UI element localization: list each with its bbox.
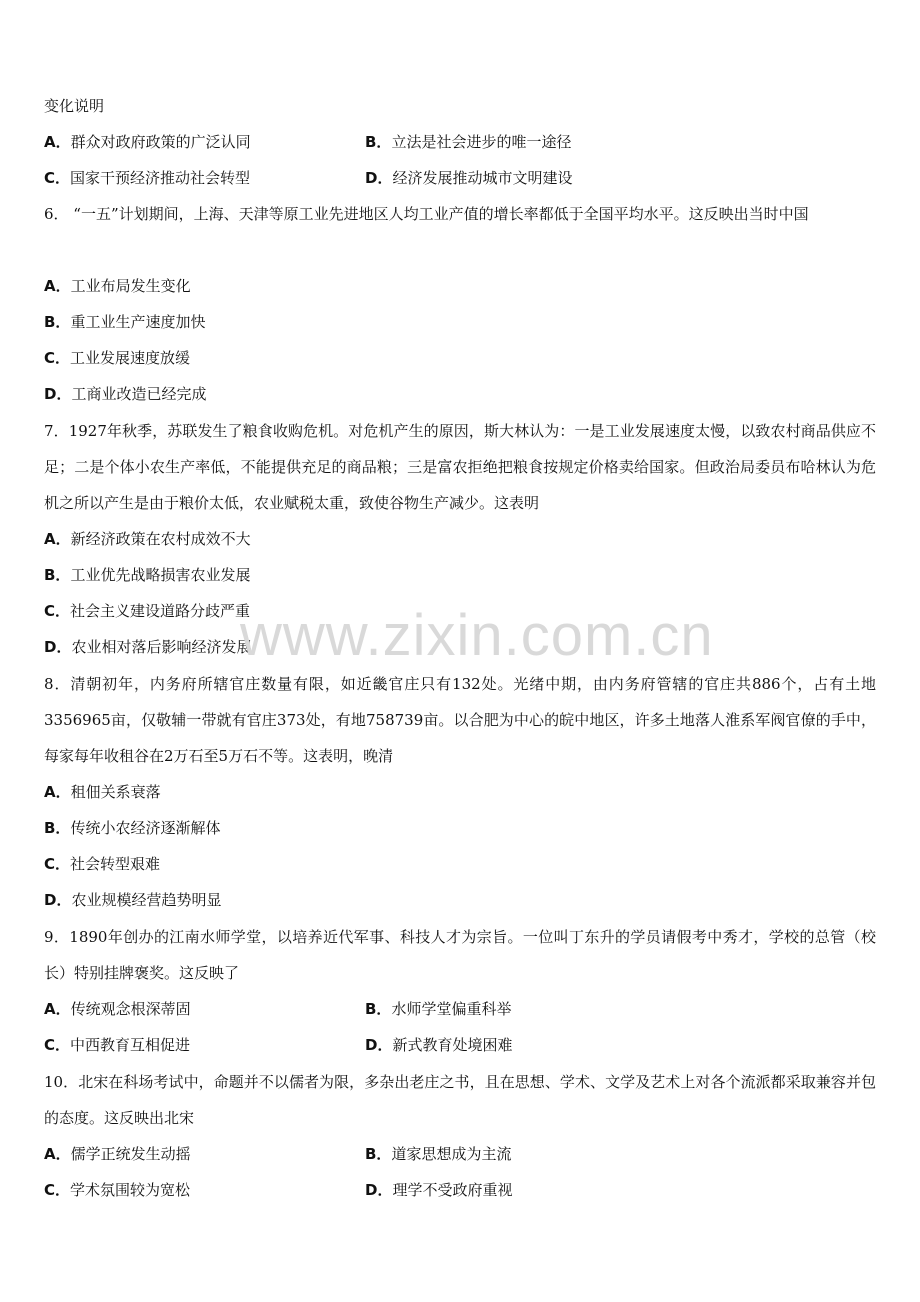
q9-option-c bbox=[44, 1035, 190, 1055]
option-text: 学术氛围较为宽松 bbox=[70, 1181, 191, 1199]
option-key: D． bbox=[44, 638, 72, 656]
q5-option-c bbox=[44, 168, 250, 188]
option-key: D． bbox=[44, 891, 72, 909]
q9-option-a bbox=[44, 999, 191, 1019]
option-text: 工业优先战略损害农业发展 bbox=[70, 566, 251, 584]
option-text: 新式教育处境困难 bbox=[392, 1036, 513, 1054]
option-text: 儒学正统发生动摇 bbox=[70, 1145, 191, 1163]
q6-option-a bbox=[44, 276, 191, 296]
q9-stem: 9．1890年创办的江南水师学堂，以培养近代军事、科技人才为宗旨。一位叫丁东升的学员请假考中秀才，学校的总管（校长）特别挂牌褒奖。这反映了 bbox=[44, 928, 876, 982]
option-key: A． bbox=[44, 783, 71, 801]
option-text: 新经济政策在农村成效不大 bbox=[70, 530, 251, 548]
prev-question-tail bbox=[44, 96, 104, 116]
option-text: 农业相对落后影响经济发展 bbox=[71, 638, 252, 656]
q10-option-c bbox=[44, 1180, 190, 1200]
option-key: A． bbox=[44, 277, 71, 295]
option-key: C． bbox=[44, 1181, 71, 1199]
option-text: 重工业生产速度加快 bbox=[70, 313, 206, 331]
option-key: D． bbox=[365, 1036, 393, 1054]
option-text: 经济发展推动城市文明建设 bbox=[392, 169, 573, 187]
option-text: 国家干预经济推动社会转型 bbox=[70, 169, 251, 187]
option-text: 水师学堂偏重科举 bbox=[391, 1000, 512, 1018]
q5-option-a bbox=[44, 132, 251, 152]
option-text: 社会主义建设道路分歧严重 bbox=[70, 602, 251, 620]
q7-option-d bbox=[44, 637, 251, 657]
q8-stem: 8．清朝初年，内务府所辖官庄数量有限，如近畿官庄只有132处。光绪中期，由内务府管辖的官庄共886个，占有土地3356965亩，仅敬辅一带就有官庄373处，有地758739亩。以合肥为中心的皖中地区，许多土地落人淮系军阀官僚的手中，每家每年收租谷在2万石至5万石不等。这表明，晚清 bbox=[44, 675, 876, 765]
option-key: B． bbox=[44, 566, 71, 584]
option-key: B． bbox=[44, 819, 71, 837]
option-text: 理学不受政府重视 bbox=[392, 1181, 513, 1199]
option-key: D． bbox=[365, 1181, 393, 1199]
option-text: 工业布局发生变化 bbox=[70, 277, 191, 295]
q7-option-a bbox=[44, 529, 251, 549]
option-key: C． bbox=[44, 169, 71, 187]
option-text: 道家思想成为主流 bbox=[391, 1145, 512, 1163]
q10-option-b bbox=[365, 1144, 511, 1164]
option-key: C． bbox=[44, 1036, 71, 1054]
q9-option-b bbox=[365, 999, 511, 1019]
option-key: A． bbox=[44, 530, 71, 548]
option-key: B． bbox=[365, 133, 392, 151]
q8-option-a bbox=[44, 782, 161, 802]
q8-option-b bbox=[44, 818, 220, 838]
q7-option-c bbox=[44, 601, 250, 621]
q7-stem: 7．1927年秋季，苏联发生了粮食收购危机。对危机产生的原因，斯大林认为：一是工业发展速度太慢，以致农村商品供应不足；二是个体小农生产率低，不能提供充足的商品粮；三是富农拒绝把粮食按规定价格卖给国家。但政治局委员布哈林认为危机之所以产生是由于粮价太低，农业赋税太重，致使谷物生产减少。这表明 bbox=[44, 422, 876, 512]
stem-text: 变化说明 bbox=[44, 97, 105, 115]
option-text: 传统观念根深蒂固 bbox=[70, 1000, 191, 1018]
option-text: 中西教育互相促进 bbox=[70, 1036, 191, 1054]
q5-option-b bbox=[365, 132, 571, 152]
option-text: 工业发展速度放缓 bbox=[70, 349, 191, 367]
option-text: 传统小农经济逐渐解体 bbox=[70, 819, 221, 837]
option-key: C． bbox=[44, 349, 71, 367]
q10-option-d bbox=[365, 1180, 512, 1200]
q8-option-d bbox=[44, 890, 221, 910]
q6-option-d bbox=[44, 384, 206, 404]
option-key: C． bbox=[44, 855, 71, 873]
q9-option-d bbox=[365, 1035, 512, 1055]
option-text: 立法是社会进步的唯一途径 bbox=[391, 133, 572, 151]
q6-stem: 6． “一五”计划期间，上海、天津等原工业先进地区人均工业产值的增长率都低于全国平均水平。这反映出当时中国 bbox=[44, 205, 809, 223]
q6-option-c bbox=[44, 348, 190, 368]
option-key: B． bbox=[365, 1000, 392, 1018]
q7-option-b bbox=[44, 565, 250, 585]
option-text: 工商业改造已经完成 bbox=[71, 385, 207, 403]
option-text: 租佃关系衰落 bbox=[70, 783, 161, 801]
watermark: www.zixin.com.cn bbox=[240, 603, 714, 668]
option-key: C． bbox=[44, 602, 71, 620]
q10-stem: 10．北宋在科场考试中，命题并不以儒者为限，多杂出老庄之书，且在思想、学术、文学及艺术上对各个流派都采取兼容并包的态度。这反映出北宋 bbox=[44, 1073, 876, 1127]
option-key: D． bbox=[44, 385, 72, 403]
option-key: B． bbox=[365, 1145, 392, 1163]
option-key: A． bbox=[44, 1000, 71, 1018]
q6-option-b bbox=[44, 312, 205, 332]
option-text: 群众对政府政策的广泛认同 bbox=[70, 133, 251, 151]
q8-option-c bbox=[44, 854, 160, 874]
option-key: A． bbox=[44, 1145, 71, 1163]
q5-option-d bbox=[365, 168, 572, 188]
option-text: 农业规模经营趋势明显 bbox=[71, 891, 222, 909]
option-key: A． bbox=[44, 133, 71, 151]
option-text: 社会转型艰难 bbox=[70, 855, 161, 873]
option-key: D． bbox=[365, 169, 393, 187]
q10-option-a bbox=[44, 1144, 191, 1164]
option-key: B． bbox=[44, 313, 71, 331]
